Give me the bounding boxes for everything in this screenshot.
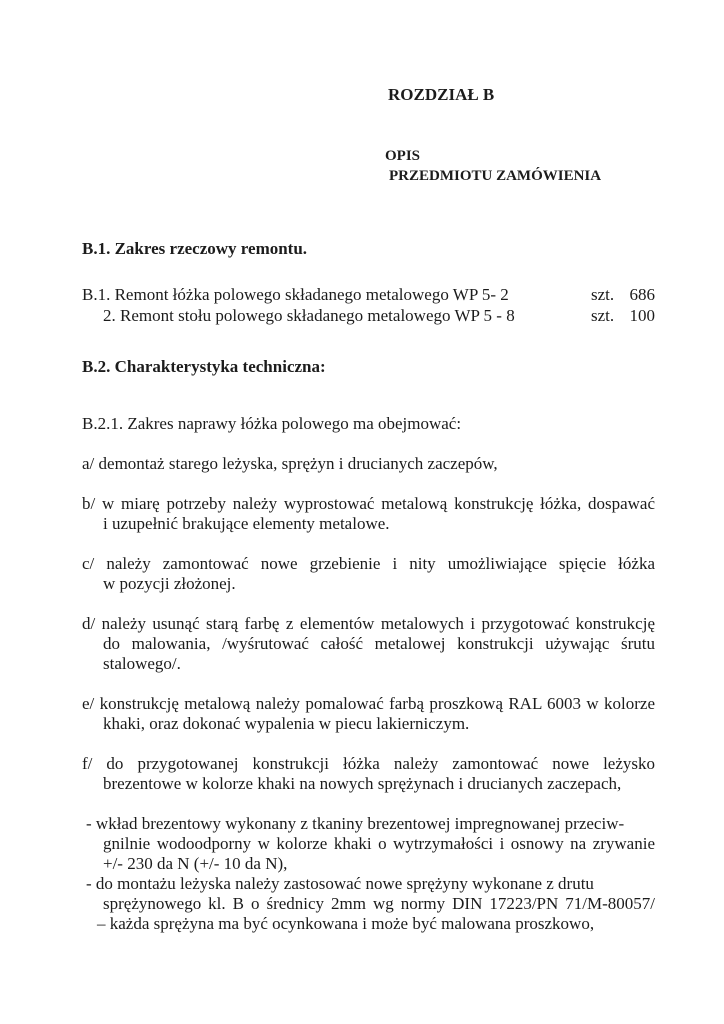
dash-line: gnilnie wodoodporny w kolorze khaki o wytrzymałości i osnowy na zrywanie <box>103 834 655 853</box>
point-line: b/ w miarę potrzeby należy wyprostować metalową konstrukcję łóżka, dospawać <box>82 494 655 513</box>
point-line: do malowania, /wyśrutować całość metalowej konstrukcji używając śrutu <box>103 634 655 653</box>
b2-intro-paragraph: B.2.1. Zakres naprawy łóżka polowego ma obejmować: <box>82 414 462 433</box>
item-quantity: 686 <box>629 285 655 304</box>
point-b <box>82 494 655 534</box>
subtitle-line-przedmiot: PRZEDMIOTU ZAMÓWIENIA <box>389 168 602 184</box>
dash-list <box>82 814 655 934</box>
item-label: B.1. Remont łóżka polowego składanego metalowego WP 5- 2 <box>82 285 509 304</box>
point-c <box>82 554 655 594</box>
point-a <box>82 454 655 474</box>
section-b1-heading: B.1. Zakres rzeczowy remontu. <box>82 239 308 258</box>
section-b2-heading: B.2. Charakterystyka techniczna: <box>82 357 326 376</box>
item-unit: szt. <box>591 285 615 304</box>
dash-line: +/- 230 da N (+/- 10 da N), <box>103 854 288 873</box>
dash-line: – każda sprężyna ma być ocynkowana i może być malowana proszkowo, <box>97 914 595 933</box>
dash-line: - do montażu leżyska należy zastosować nowe sprężyny wykonane z drutu <box>86 874 594 893</box>
point-line: i uzupełnić brakujące elementy metalowe. <box>103 514 390 533</box>
point-line: khaki, oraz dokonać wypalenia w piecu lakierniczym. <box>103 714 470 733</box>
dash-line: - wkład brezentowy wykonany z tkaniny brezentowej impregnowanej przeciw- <box>86 814 625 833</box>
point-d <box>82 614 655 674</box>
point-e <box>82 694 655 734</box>
b1-item-row-2 <box>82 305 655 326</box>
item-label: 2. Remont stołu polowego składanego metalowego WP 5 - 8 <box>103 306 515 325</box>
b1-item-row-1 <box>82 284 655 305</box>
document-subtitle <box>385 146 655 186</box>
dash-line: sprężynowego kl. B o średnicy 2mm wg normy DIN 17223/PN 71/M-80057/ <box>103 894 655 913</box>
b1-items-list <box>82 284 655 326</box>
point-line: d/ należy usunąć starą farbę z elementów metalowych i przygotować konstrukcję <box>82 614 655 633</box>
point-f <box>82 754 655 794</box>
item-unit: szt. <box>591 306 615 325</box>
chapter-title: ROZDZIAŁ B <box>388 85 495 104</box>
subtitle-line-opis: OPIS <box>385 148 421 164</box>
point-line: f/ do przygotowanej konstrukcji łóżka należy zamontować nowe leżysko <box>82 754 655 773</box>
point-line: e/ konstrukcję metalową należy pomalować farbą proszkową RAL 6003 w kolorze <box>82 694 655 713</box>
point-line: brezentowe w kolorze khaki na nowych sprężynach i drucianych zaczepach, <box>103 774 622 793</box>
point-line: a/ demontaż starego leżyska, sprężyn i drucianych zaczepów, <box>82 454 498 473</box>
point-line: w pozycji złożonej. <box>103 574 236 593</box>
point-line: stalowego/. <box>103 654 181 673</box>
point-line: c/ należy zamontować nowe grzebienie i nity umożliwiające spięcie łóżka <box>82 554 655 573</box>
item-quantity: 100 <box>629 306 655 325</box>
